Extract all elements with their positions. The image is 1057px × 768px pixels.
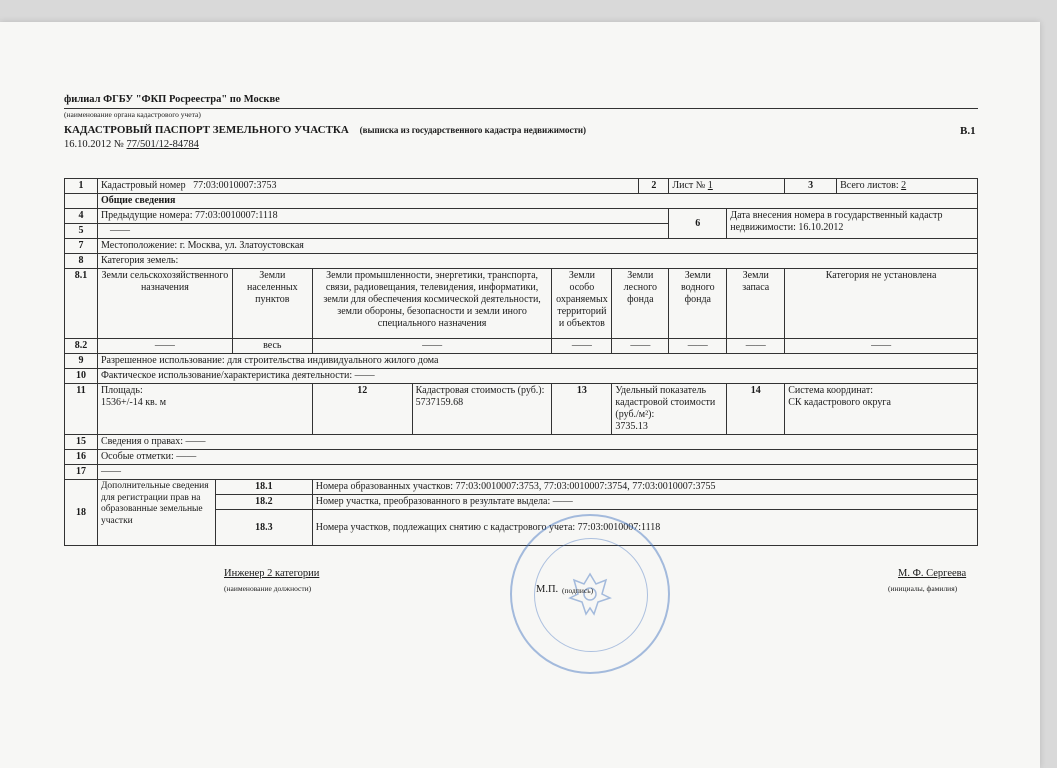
row-7 — [65, 239, 978, 254]
row-num: 18.1 — [215, 480, 312, 495]
land-category-label: Категория земель: — [97, 254, 977, 269]
category-settlements: Земли населенных пунктов — [232, 269, 312, 339]
row-num: 18.3 — [215, 510, 312, 546]
row-9 — [65, 354, 978, 369]
removed-plots-value: 77:03:0010007:1118 — [577, 521, 661, 533]
transformed-plot-label: Номер участка, преобразованного в результате выдела: — [315, 496, 551, 507]
row-num: 5 — [65, 224, 98, 239]
coordinate-system-label: Система координат: — [788, 385, 874, 396]
row-8-2 — [65, 339, 978, 354]
row-11 — [65, 384, 978, 435]
row-5-value: —— — [97, 224, 668, 239]
previous-numbers-value: 77:03:0010007:1118 — [195, 210, 278, 221]
sheet-number-cell — [669, 179, 785, 194]
doc-date: 16.10.2012 — [64, 139, 112, 150]
org-name: филиал ФГБУ "ФКП Росреестра" по Москве — [64, 94, 280, 105]
sheet-number-label: Лист № — [672, 180, 706, 191]
previous-numbers-label: Предыдущие номера: — [100, 210, 193, 221]
row-10 — [65, 369, 978, 384]
area-cell — [97, 384, 312, 435]
row-17-value: —— — [97, 465, 977, 480]
number-sign: № — [113, 139, 124, 150]
transformed-plot-cell — [312, 495, 977, 510]
category-water: Земли водного фонда — [669, 269, 727, 339]
registration-date-cell — [727, 209, 978, 239]
position-caption: (наименование должности) — [224, 584, 312, 593]
total-sheets-value: 2 — [901, 180, 907, 191]
row-num: 18 — [65, 480, 98, 546]
area-value: 1536+/-14 кв. м — [100, 397, 167, 408]
sheet-number-value: 1 — [707, 180, 713, 191]
cadastral-number-label: Кадастровый номер — [100, 180, 186, 191]
formed-plots-value: 77:03:0010007:3753, 77:03:0010007:3754, 77:03:0010007:3755 — [455, 481, 716, 492]
stamp-place-label: М.П. — [536, 584, 559, 595]
header-rule — [64, 108, 978, 109]
total-sheets-cell — [837, 179, 978, 194]
doc-number: 77/501/12-84784 — [126, 139, 199, 150]
permitted-use-label: Разрешенное использование: — [100, 355, 225, 366]
signer-name: М. Ф. Сергеева — [898, 568, 967, 579]
row-1 — [65, 179, 978, 194]
registration-date-value: 16.10.2012 — [798, 222, 844, 233]
coordinate-system-value: СК кадастрового округа — [788, 397, 891, 408]
row-num: 3 — [785, 179, 837, 194]
cadastral-value-amount: 5737159.68 — [415, 397, 464, 408]
signer-position: Инженер 2 категории — [224, 568, 320, 579]
permitted-use-value: для строительства индивидуального жилого дома — [227, 355, 439, 366]
cadastral-table — [64, 178, 978, 546]
category-value: —— — [552, 339, 612, 354]
org-caption: (наименование органа кадастрового учета) — [64, 110, 201, 119]
row-num: 13 — [552, 384, 612, 435]
category-value: —— — [612, 339, 669, 354]
actual-use-label: Фактическое использование/характеристика деятельности: — [100, 370, 353, 381]
actual-use-value: —— — [354, 370, 375, 381]
formed-plots-label: Номера образованных участков: — [315, 481, 454, 492]
special-marks-cell — [97, 450, 977, 465]
row-num: 8.1 — [65, 269, 98, 339]
category-reserve: Земли запаса — [727, 269, 785, 339]
category-agricultural: Земли сельскохозяйственного назначения — [97, 269, 232, 339]
row-4 — [65, 209, 978, 224]
row-num: 17 — [65, 465, 98, 480]
form-code: В.1 — [960, 125, 976, 137]
doc-title: КАДАСТРОВЫЙ ПАСПОРТ ЗЕМЕЛЬНОГО УЧАСТКА — [64, 124, 349, 136]
location-value: г. Москва, ул. Златоустовская — [179, 240, 304, 251]
category-protected: Земли особо охраняемых территорий и объектов — [552, 269, 612, 339]
row-num: 2 — [639, 179, 669, 194]
category-value: —— — [727, 339, 785, 354]
row-num: 15 — [65, 435, 98, 450]
row-18-1 — [65, 480, 978, 495]
registration-date-label: Дата внесения номера в государственный кадастр недвижимости: — [730, 210, 943, 233]
area-label: Площадь: — [100, 385, 143, 396]
doc-date-number — [64, 139, 199, 150]
additional-info-label: Дополнительные сведения для регистрации прав на образованные земельные участки — [97, 480, 215, 546]
row-num: 9 — [65, 354, 98, 369]
category-value: —— — [312, 339, 552, 354]
cadastral-number-cell — [97, 179, 638, 194]
cadastral-value-label: Кадастровая стоимость (руб.): — [415, 385, 545, 396]
actual-use-cell — [97, 369, 977, 384]
document-sheet — [0, 22, 1040, 768]
row-num: 11 — [65, 384, 98, 435]
row-num: 8 — [65, 254, 98, 269]
cadastral-number-value: 77:03:0010007:3753 — [193, 180, 277, 191]
category-value: —— — [785, 339, 978, 354]
row-num: 7 — [65, 239, 98, 254]
formed-plots-cell — [312, 480, 977, 495]
permitted-use-cell — [97, 354, 977, 369]
doc-heading — [64, 124, 586, 136]
name-caption: (инициалы, фамилия) — [888, 584, 958, 593]
rights-value: —— — [185, 436, 206, 447]
row-num: 12 — [312, 384, 412, 435]
unit-value-amount: 3735.13 — [615, 421, 648, 432]
special-marks-label: Особые отметки: — [100, 451, 174, 462]
category-unset: Категория не установлена — [785, 269, 978, 339]
special-marks-value: —— — [176, 451, 197, 462]
transformed-plot-value: —— — [552, 496, 573, 507]
removed-plots-label: Номера участков, подлежащих снятию с кадастрового учета: — [315, 521, 576, 533]
coordinate-system-cell — [785, 384, 978, 435]
category-industry: Земли промышленности, энергетики, транспорта, связи, радиовещания, телевидения, информатики, земли для обеспечения космической деятельности, земли обороны, безопасности и земли иного специального назначения — [312, 269, 552, 339]
previous-numbers-cell — [97, 209, 668, 224]
category-value: весь — [232, 339, 312, 354]
row-num: 4 — [65, 209, 98, 224]
row-num: 1 — [65, 179, 98, 194]
row-8-1 — [65, 269, 978, 339]
row-num: 8.2 — [65, 339, 98, 354]
unit-value-label: Удельный показатель кадастровой стоимости (руб./м²): — [615, 385, 716, 420]
row-num: 18.2 — [215, 495, 312, 510]
unit-value-cell — [612, 384, 727, 435]
row-general — [65, 194, 978, 209]
signature-caption: (подпись) — [562, 586, 594, 595]
rights-cell — [97, 435, 977, 450]
row-num: 14 — [727, 384, 785, 435]
section-general-title: Общие сведения — [97, 194, 977, 209]
row-15 — [65, 435, 978, 450]
row-8 — [65, 254, 978, 269]
cadastral-value-cell — [412, 384, 552, 435]
category-value: —— — [669, 339, 727, 354]
row-17 — [65, 465, 978, 480]
rights-label: Сведения о правах: — [100, 436, 184, 447]
row-num: 10 — [65, 369, 98, 384]
location-label: Местоположение: — [100, 240, 178, 251]
category-value: —— — [97, 339, 232, 354]
row-num: 6 — [669, 209, 727, 239]
row-16 — [65, 450, 978, 465]
location-cell — [97, 239, 977, 254]
doc-subtitle: (выписка из государственного кадастра недвижимости) — [359, 125, 587, 135]
total-sheets-label: Всего листов: — [840, 180, 899, 191]
category-forest: Земли лесного фонда — [612, 269, 669, 339]
row-num: 16 — [65, 450, 98, 465]
